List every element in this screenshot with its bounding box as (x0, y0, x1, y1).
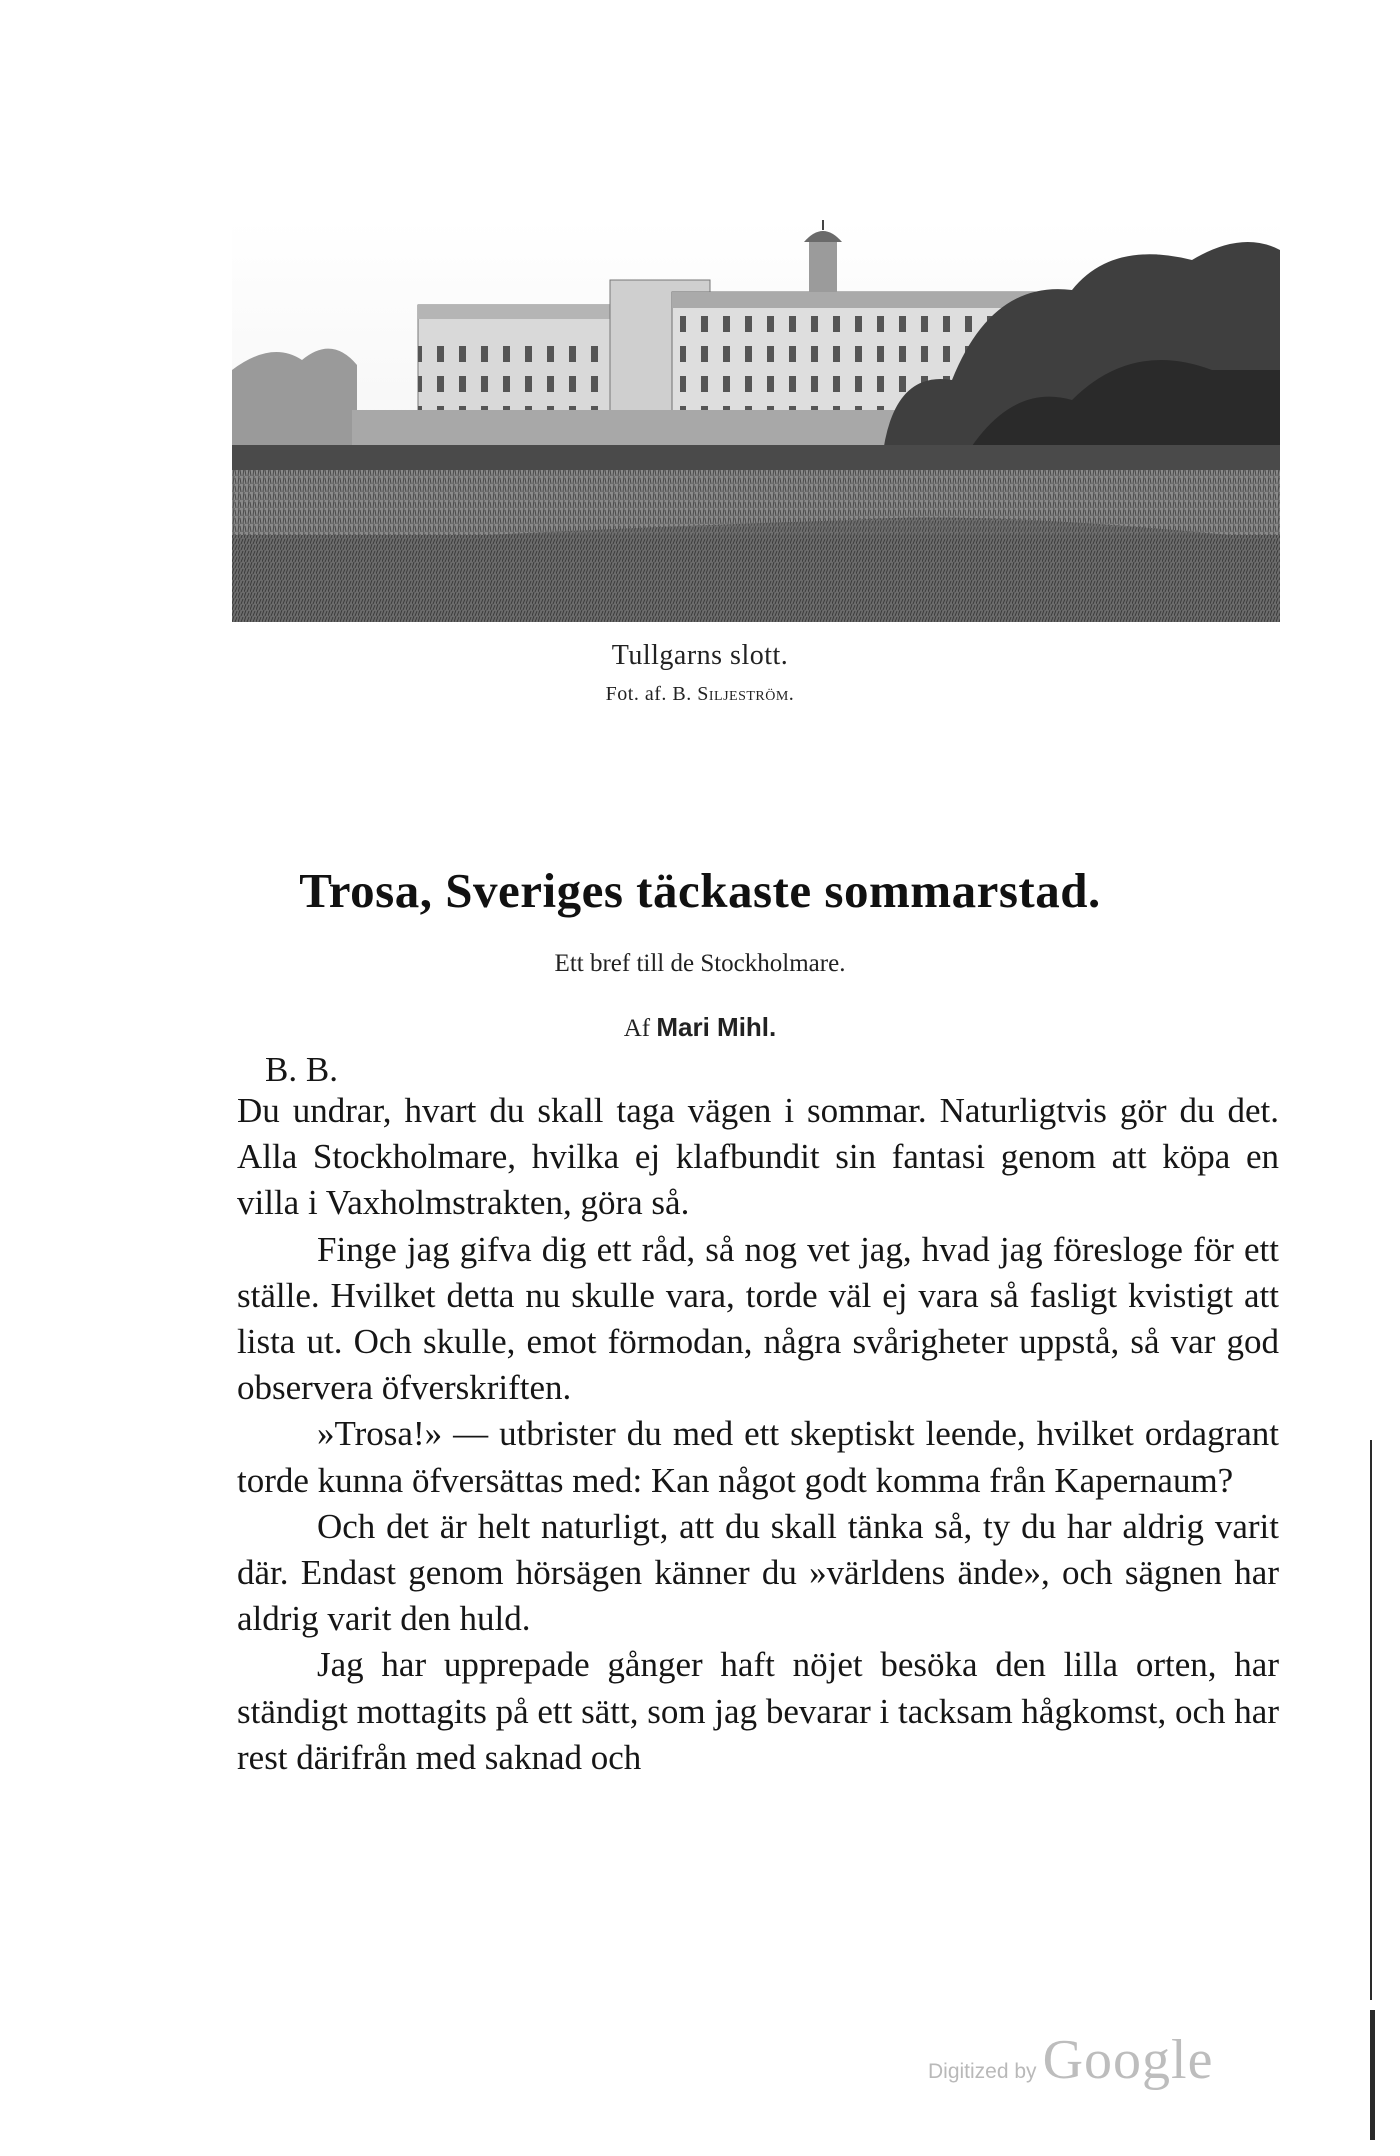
photographer-name: Siljeström. (697, 683, 795, 705)
page-edge-line (1370, 1440, 1372, 2000)
paragraph: Och det är helt naturligt, att du skall tänka så, ty du har aldrig varit där. Endast genom hörsägen känner du »världens ände», och sägnen har aldrig varit den huld. (237, 1506, 1279, 1639)
page-edge-mark (1370, 2010, 1375, 2140)
article-body (237, 1088, 1279, 1781)
photo-credit-prefix: Fot. af. B. (605, 683, 692, 705)
google-logo: Google (1042, 2029, 1214, 2091)
author-name: Mari Mihl. (656, 1012, 777, 1042)
paragraph: Finge jag gifva dig ett råd, så nog vet jag, hvad jag föresloge för ett ställe. Hvilket detta nu skulle vara, torde väl ej vara så fasligt kvistigt att lista ut. Och skulle, emot förmodan, några svårigheter uppstå, så var god observera öfverskriften. (237, 1229, 1279, 1408)
photo-credit (0, 683, 1400, 706)
salutation: B. B. (265, 1050, 338, 1089)
article-title: Trosa, Sveriges täckaste sommarstad. (299, 863, 1101, 918)
paragraph: Du undrar, hvart du skall taga vägen i sommar. Naturligtvis gör du det. Alla Stockholmare, hvilka ej klafbundit sin fantasi genom att köpa en villa i Vaxholmstrakten, göra så. (237, 1091, 1279, 1223)
paragraph: Jag har upprepade gånger haft nöjet besöka den lilla orten, har ständigt mottagits på ett sätt, som jag bevarar i tacksam hågkomst, och har rest därifrån med saknad och (237, 1645, 1279, 1777)
byline-prefix: Af (623, 1015, 651, 1042)
article-subtitle: Ett bref till de Stockholmare. (554, 950, 846, 977)
paragraph: »Trosa!» — utbrister du med ett skeptiskt leende, hvilket ordagrant torde kunna öfversättas med: Kan något godt komma från Kapernaum? (237, 1414, 1279, 1500)
photo-caption-title: Tullgarns slott. (611, 640, 789, 671)
watermark-prefix: Digitized by (928, 2060, 1037, 2083)
article-byline (0, 1012, 1400, 1043)
digitized-watermark (928, 2028, 1213, 2092)
castle-photograph (232, 220, 1280, 622)
